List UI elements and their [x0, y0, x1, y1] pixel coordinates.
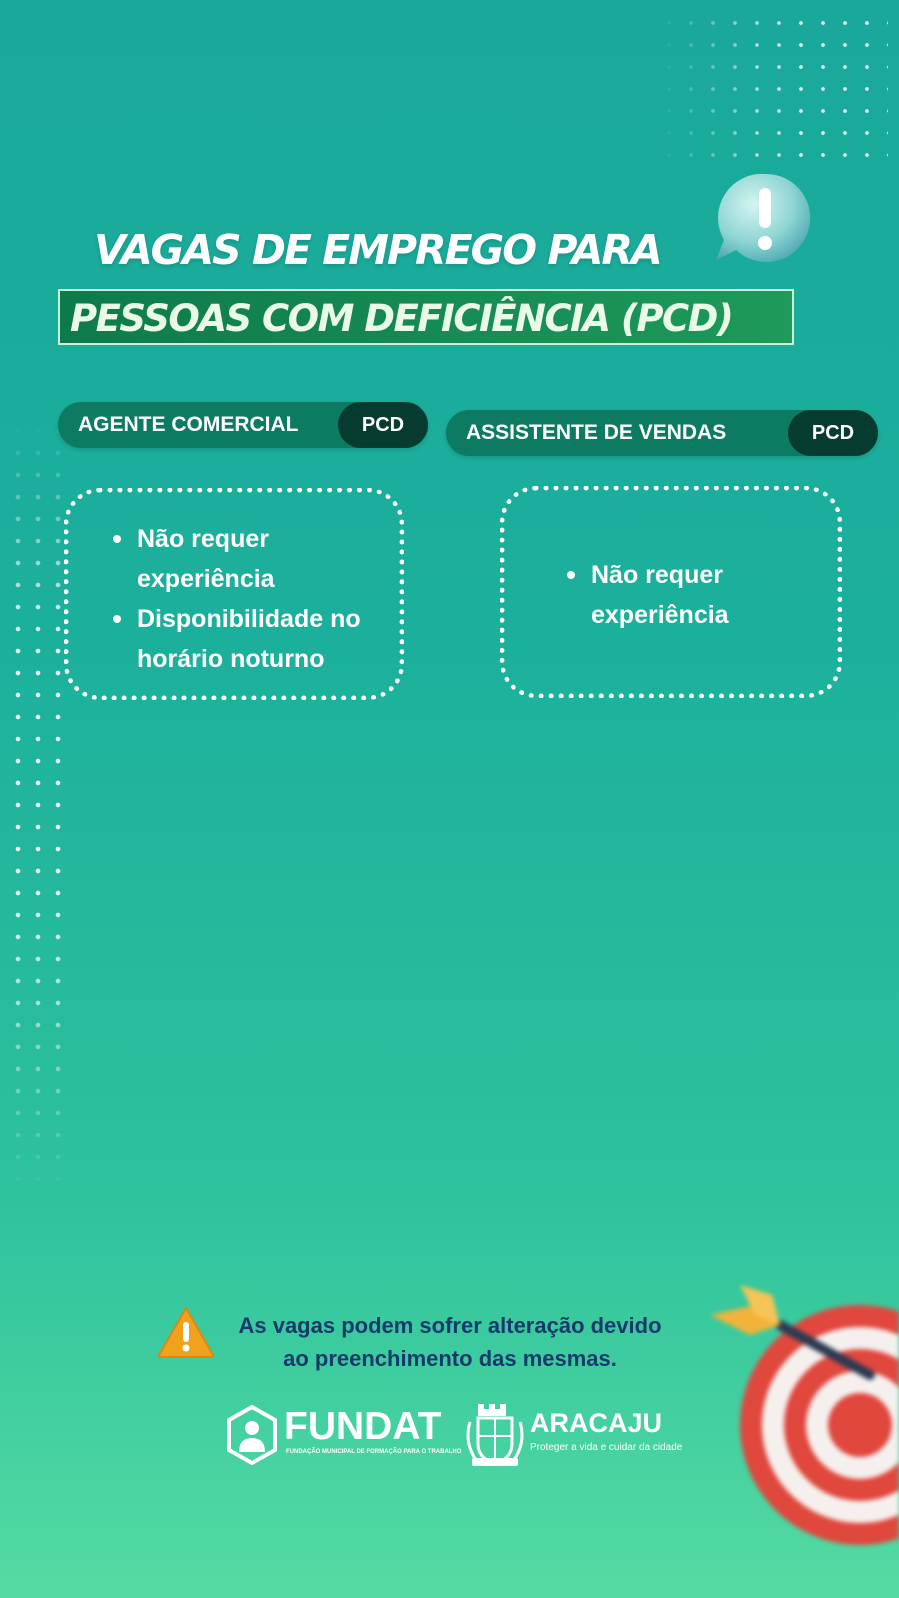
requirements-box-agente-comercial — [64, 488, 404, 700]
job-title-pill-assistente-de-vendas — [446, 410, 878, 456]
exclamation-bubble-icon — [714, 168, 818, 272]
fundat-emblem-icon — [226, 1405, 278, 1465]
notice-text — [210, 1309, 690, 1375]
notice-line1: As vagas podem sofrer alteração devido — [238, 1313, 662, 1338]
decorative-dots-top-right — [658, 12, 888, 162]
requirement-item: Disponibilidade no horário noturno — [109, 599, 399, 679]
target-dart-illustration — [710, 1285, 899, 1575]
pcd-tag: PCD — [338, 402, 428, 448]
pcd-tag: PCD — [788, 410, 878, 456]
aracaju-name: ARACAJU — [530, 1408, 663, 1438]
aracaju-logo — [464, 1400, 683, 1470]
fundat-name: FUNDAT — [284, 1405, 442, 1448]
requirement-item: Não requer experiência — [109, 519, 399, 599]
page-title-line2: PESSOAS COM DEFICIÊNCIA (PCD) — [70, 297, 733, 340]
page-title-line1: VAGAS DE EMPREGO PARA — [94, 226, 661, 274]
job-title-pill-agente-comercial — [58, 402, 428, 448]
requirements-box-assistente-de-vendas — [500, 486, 842, 698]
aracaju-coat-of-arms-icon — [464, 1400, 526, 1468]
aracaju-slogan: Proteger a vida e cuidar da cidade — [530, 1442, 683, 1453]
page-title-highlight — [58, 289, 794, 345]
fundat-logo — [226, 1405, 462, 1465]
warning-triangle-icon — [156, 1305, 216, 1359]
notice-line2: ao preenchimento das mesmas. — [283, 1346, 617, 1371]
fundat-subtitle: FUNDAÇÃO MUNICIPAL DE FORMAÇÃO PARA O TRABALHO — [286, 1449, 462, 1455]
job-title: AGENTE COMERCIAL — [78, 413, 299, 436]
decorative-dots-left — [8, 420, 70, 1200]
job-title: ASSISTENTE DE VENDAS — [466, 421, 727, 444]
requirement-item: Não requer experiência — [563, 555, 803, 635]
